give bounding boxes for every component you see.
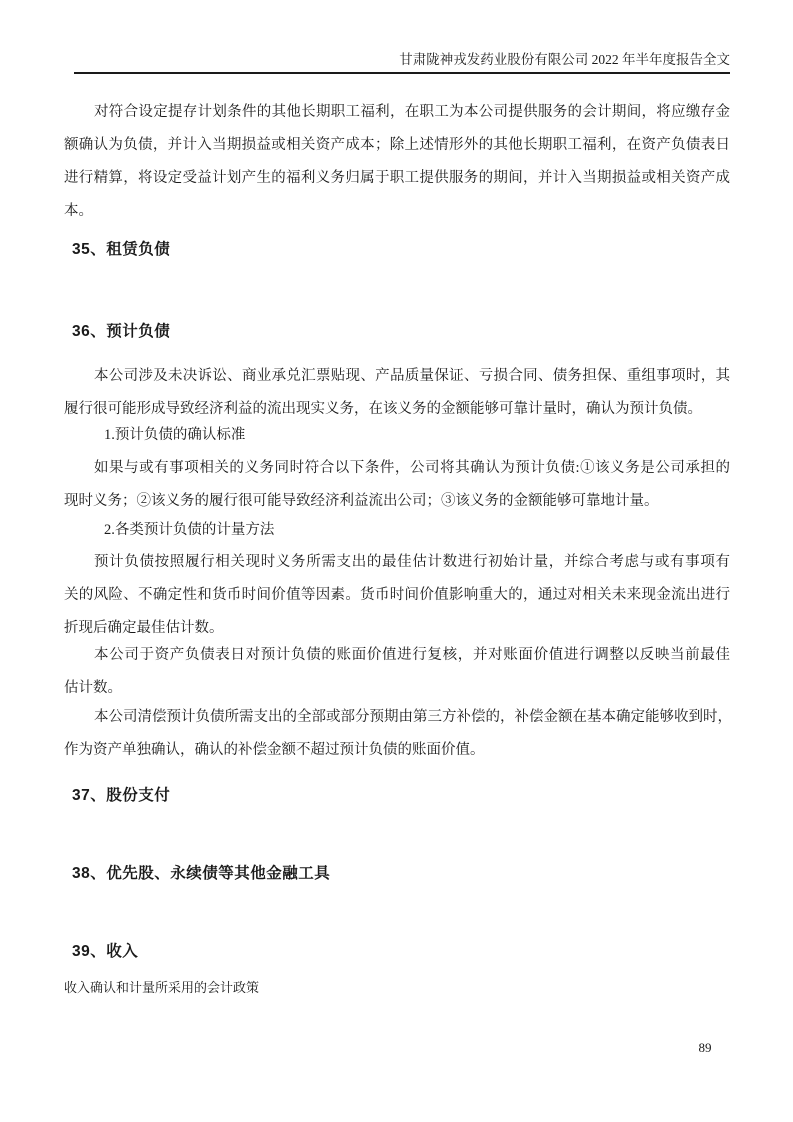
paragraph-line: 额确认为负债，并计入当期损益或相关资产成本；除上述情形外的其他长期职工福利，在资产负债表日 [64, 137, 730, 153]
paragraph-provisions-intro [64, 360, 730, 426]
paragraph-line: 预计负债按照履行相关现时义务所需支出的最佳估计数进行初始计量，并综合考虑与或有事项有 [94, 554, 730, 570]
paragraph-line: 如果与或有事项相关的义务同时符合以下条件，公司将其确认为预计负债:①该义务是公司承担的 [94, 460, 730, 476]
paragraph-line: 履行很可能形成导致经济利益的流出现实义务，在该义务的金额能够可靠计量时，确认为预计负债。 [64, 401, 702, 417]
paragraph-line: 本。 [64, 203, 93, 219]
provision-item1-title-block [64, 419, 730, 452]
section-heading-35-lease-liabilities: 35、租赁负债 [72, 241, 171, 258]
page-number: 89 [698, 1040, 712, 1055]
revenue-policy-note: 收入确认和计量所采用的会计政策 [64, 980, 260, 995]
section-heading-36-estimated-liabilities: 36、预计负债 [72, 323, 171, 340]
section-heading-37-share-payment: 37、股份支付 [72, 787, 171, 804]
paragraph-provision-recognition [64, 452, 730, 518]
paragraph-line: 本公司清偿预计负债所需支出的全部或部分预期由第三方补偿的，补偿金额在基本确定能够收到时， [94, 709, 732, 725]
paragraph-line: 现时义务；②该义务的履行很可能导致经济利益流出公司；③该义务的金额能够可靠地计量。 [64, 493, 659, 509]
provision-item2-title-block [64, 514, 730, 547]
paragraph-provision-compensation [64, 701, 730, 767]
header-rule [74, 72, 730, 74]
list-item-title: 1.预计负债的确认标准 [104, 427, 246, 443]
paragraph-line: 本公司于资产负债表日对预计负债的账面价值进行复核，并对账面价值进行调整以反映当前最佳 [94, 647, 730, 663]
paragraph-provision-measurement [64, 546, 730, 645]
paragraph-line: 进行精算，将设定受益计划产生的福利义务归属于职工提供服务的期间，并计入当期损益或相关资产成 [64, 170, 730, 186]
paragraph-provision-review [64, 639, 730, 705]
paragraph-line: 估计数。 [64, 680, 122, 696]
paragraph-line: 关的风险、不确定性和货币时间价值等因素。货币时间价值影响重大的，通过对相关未来现金流出进行 [64, 587, 730, 603]
report-title: 甘肃陇神戎发药业股份有限公司 2022 年半年度报告全文 [399, 52, 730, 67]
paragraph-other-long-term-benefits [64, 96, 730, 228]
page-header [64, 51, 730, 69]
paragraph-line: 本公司涉及未决诉讼、商业承兑汇票贴现、产品质量保证、亏损合同、债务担保、重组事项时，其 [94, 368, 730, 384]
section-heading-38-other-financial-instruments: 38、优先股、永续债等其他金融工具 [72, 865, 331, 882]
paragraph-line: 折现后确定最佳估计数。 [64, 620, 224, 636]
list-item-title: 2.各类预计负债的计量方法 [104, 522, 275, 538]
paragraph-line: 作为资产单独确认，确认的补偿金额不超过预计负债的账面价值。 [64, 742, 485, 758]
paragraph-line: 对符合设定提存计划条件的其他长期职工福利，在职工为本公司提供服务的会计期间，将应缴存金 [94, 104, 730, 120]
section-heading-39-revenue: 39、收入 [72, 943, 139, 960]
